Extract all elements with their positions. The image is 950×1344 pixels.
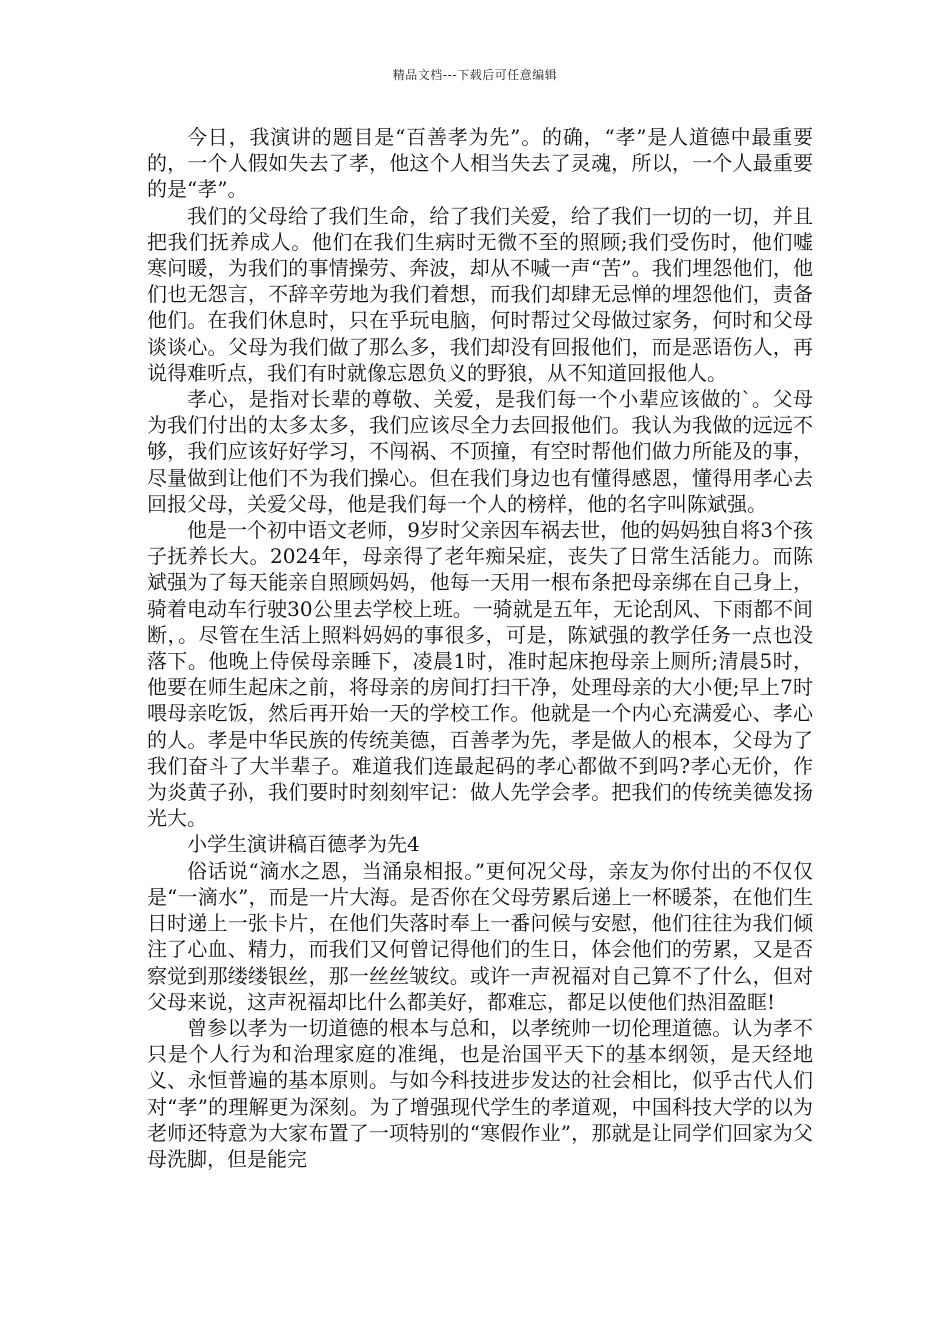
- paragraph-parents-love: 我们的父母给了我们生命，给了我们关爱，给了我们一切的一切，并且把我们抚养成人。他们在我们生病时无微不至的照顾;我们受伤时，他们嘘寒问暖，为我们的事情操劳、奔波，却从不喊一声“苦”。我们埋怨他们，他们也无怨言，不辞辛劳地为我们着想，而我们却肆无忌惮的埋怨他们，责备他们。在我们休息时，只在乎玩电脑，何时帮过父母做过家务，何时和父母谈谈心。父母为我们做了那么多，我们却没有回报他们，而是恶语伤人，再说得难听点，我们有时就像忘恩负义的野狼，从不知道回报他人。: [147, 203, 813, 385]
- paragraph-proverb: 俗话说“滴水之恩，当涌泉相报。”更何况父母，亲友为你付出的不仅仅是“一滴水”，而是一片大海。是否你在父母劳累后递上一杯暖茶，在他们生日时递上一张卡片，在他们失落时奉上一番问候与安慰，他们往往为我们倾注了心血、精力，而我们又何曾记得他们的生日，体会他们的劳累，又是否察觉到那缕缕银丝，那一丝丝皱纹。或许一声祝福对自己算不了什么，但对父母来说，这声祝福却比什么都美好，都难忘，都足以使他们热泪盈眶!: [147, 858, 813, 1014]
- paragraph-filial-piety: 孝心，是指对长辈的尊敬、关爱，是我们每一个小辈应该做的`。父母为我们付出的太多太多，我们应该尽全力去回报他们。我认为我做的远远不够，我们应该好好学习，不闯祸、不顶撞，有空时帮他们做力所能及的事，尽量做到让他们不为我们操心。但在我们身边也有懂得感恩，懂得用孝心去回报父母，关爱父母，他是我们每一个人的榜样，他的名字叫陈斌强。: [147, 387, 813, 516]
- paragraph-speech-topic: 今日，我演讲的题目是“百善孝为先”。的确，“孝”是人道德中最重要的，一个人假如失去了孝，他这个人相当失去了灵魂，所以，一个人最重要的是“孝”。: [147, 125, 813, 202]
- section-title: 小学生演讲稿百德孝为先4: [187, 832, 420, 857]
- paragraph-chen-binqiang: 他是一个初中语文老师，9岁时父亲因车祸去世，他的妈妈独自将3个孩子抚养长大。2024年，母亲得了老年痴呆症，丧失了日常生活能力。而陈斌强为了每天能亲自照顾妈妈，他每一天用一根布条把母亲绑在自己身上，骑着电动车行驶30公里去学校上班。一骑就是五年，无论刮风、下雨都不间断，。尽管在生活上照料妈妈的事很多，可是，陈斌强的教学任务一点也没落下。他晚上侍侯母亲睡下，凌晨1时，准时起床抱母亲上厕所;清晨5时，他要在师生起床之前，将母亲的房间打扫干净，处理母亲的大小便;早上7时喂母亲吃饭，然后再开始一天的学校工作。他就是一个内心充满爱心、孝心的人。孝是中华民族的传统美德，百善孝为先，孝是做人的根本，父母为了我们奋斗了大半辈子。难道我们连最起码的孝心都做不到吗?孝心无价，作为炎黄子孙，我们要时时刻刻牢记：做人先学会孝。把我们的传统美德发扬光大。: [147, 518, 813, 831]
- paragraph-zengshen: 曾参以孝为一切道德的根本与总和，以孝统帅一切伦理道德。认为孝不只是个人行为和治理家庭的准绳，也是治国平天下的基本纲领，是天经地义、永恒普遍的基本原则。与如今科技进步发达的社会相比，似乎古代人们对“孝”的理解更为深刻。为了增强现代学生的孝道观，中国科技大学的以为老师还特意为大家布置了一项特别的“寒假作业”，那就是让同学们回家为父母洗脚，但是能完: [147, 1015, 813, 1171]
- page-header: 精品文档---下载后可任意编辑: [392, 68, 558, 82]
- document-body: [147, 124, 813, 1172]
